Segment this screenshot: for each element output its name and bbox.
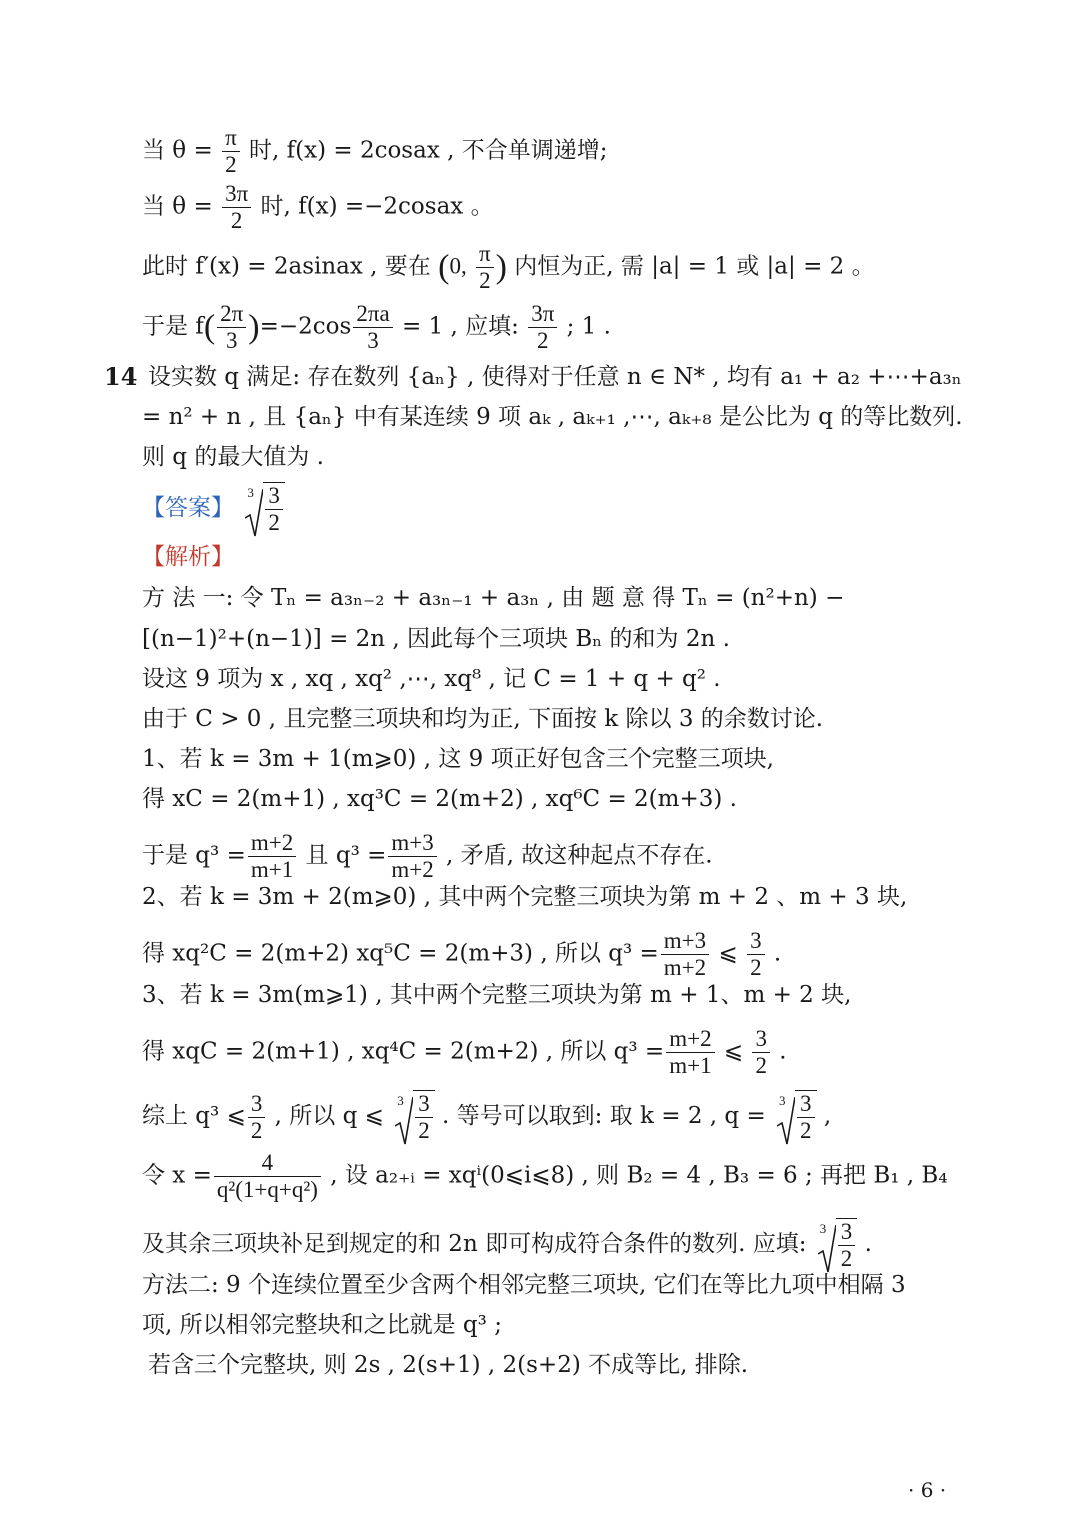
- cube-root: 3 $\frac{3}{2}$: [241, 482, 285, 536]
- solution-line: 3、若 k = 3m(m⩾1) , 其中两个完整三项块为第 m + 1、m + 2 块,: [142, 982, 852, 1008]
- text: = 1 , 应填:: [394, 313, 527, 340]
- text: ; 1 .: [559, 313, 611, 340]
- fraction: $\frac{3\pi}{2}$: [222, 181, 251, 234]
- paren-left: (: [203, 308, 216, 346]
- paren-left: (: [438, 248, 450, 286]
- text: 内恒为正, 需 |a| = 1 或 |a| = 2 。: [514, 253, 875, 280]
- solution-line: [(n−1)²+(n−1)] = 2n , 因此每个三项块 Bₙ 的和为 2n .: [142, 626, 730, 652]
- solution-line: 综上 q³ ⩽ $\frac{3}{2}$ , 所以 q ⩽ 3 $\frac{3}{2}$ . 等号可以取到: 取 k = 2 , q = 3 $\frac{3}{2}$ ,: [142, 1090, 832, 1143]
- text: 此时 f′(x) = 2asinax , 要在: [142, 253, 439, 280]
- question-line: = n² + n , 且 {aₙ} 中有某连续 9 项 aₖ , aₖ₊₁ ,⋯, aₖ₊₈ 是公比为 q 的等比数列.: [142, 404, 963, 430]
- question-line: 则 q 的最大值为 .: [142, 444, 324, 470]
- analysis-label: 【解析】: [142, 544, 234, 570]
- text: 时, f(x) = 2cosax , 不合单调递增;: [249, 137, 608, 164]
- paren-right: ): [248, 308, 260, 346]
- solution-line: 方 法 一: 令 Tₙ = a₃ₙ₋₂ + a₃ₙ₋₁ + a₃ₙ , 由 题 意 得 Tₙ = (n²+n) −: [142, 585, 845, 611]
- solution-line: [142, 301, 611, 354]
- text: =−2cos: [259, 313, 352, 340]
- question-line: 设实数 q 满足: 存在数列 {aₙ} , 使得对于任意 n ∈ N* , 均有 a₁ + a₂ +⋯+a₃ₙ: [148, 364, 962, 390]
- answer-label: 【答案】: [142, 495, 234, 521]
- text: 时, f(x) =−2cosax 。: [260, 193, 494, 220]
- fraction: $\frac{3\pi}{2}$: [528, 301, 557, 354]
- paren-right: ): [495, 248, 507, 286]
- solution-line: 设这 9 项为 x , xq , xq² ,⋯, xq⁸ , 记 C = 1 + q + q² .: [142, 666, 721, 692]
- solution-line: 1、若 k = 3m + 1(m⩾0) , 这 9 项正好包含三个完整三项块,: [142, 746, 774, 772]
- solution-line: 得 xq²C = 2(m+2) xq⁵C = 2(m+3) , 所以 q³ = $\frac{m+3}{m+2}$ ⩽ $\frac{3}{2}$ .: [142, 928, 782, 980]
- solution-line: 项, 所以相邻完整块和之比就是 q³ ;: [142, 1312, 502, 1338]
- cube-root: 3 $\frac{3}{2}$: [391, 1090, 435, 1144]
- solution-line: 得 xC = 2(m+1) , xq³C = 2(m+2) , xq⁶C = 2(m+3) .: [142, 786, 737, 812]
- question-number: 14: [104, 362, 138, 391]
- fraction: $\frac{2\pi}{3}$: [217, 301, 246, 354]
- solution-line: 2、若 k = 3m + 2(m⩾0) , 其中两个完整三项块为第 m + 2 、m + 3 块,: [142, 884, 908, 910]
- fraction: $\frac{\pi}{2}$: [476, 241, 494, 294]
- answer-line: [142, 482, 285, 536]
- solution-line: 若含三个完整块, 则 2s , 2(s+1) , 2(s+2) 不成等比, 排除.: [148, 1352, 749, 1378]
- text: 当 θ =: [142, 137, 213, 164]
- solution-line: [142, 125, 607, 178]
- fraction: $\frac{\pi}{2}$: [222, 125, 240, 178]
- cube-root: 3 $\frac{3}{2}$: [814, 1218, 858, 1272]
- solution-line: [142, 181, 494, 234]
- page-number: · 6 ·: [908, 1478, 947, 1502]
- solution-line: 方法二: 9 个连续位置至少含两个相邻完整三项块, 它们在等比九项中相隔 3: [142, 1272, 906, 1298]
- interval-left: 0,: [449, 253, 467, 279]
- solution-line: 于是 q³ = $\frac{m+2}{m+1}$ 且 q³ = $\frac{m+3}{m+2}$ , 矛盾, 故这种起点不存在.: [142, 830, 713, 882]
- solution-line: 由于 C > 0 , 且完整三项块和均为正, 下面按 k 除以 3 的余数讨论.: [142, 706, 824, 732]
- fraction: $\frac{2\pi a}{3}$: [353, 301, 392, 354]
- cube-root: 3 $\frac{3}{2}$: [773, 1090, 817, 1144]
- text: 于是 f: [142, 313, 204, 340]
- solution-line: 得 xqC = 2(m+1) , xq⁴C = 2(m+2) , 所以 q³ = $\frac{m+2}{m+1}$ ⩽ $\frac{3}{2}$ .: [142, 1026, 787, 1078]
- solution-line: 令 x = $\frac{4}{\text{q²(1+q+q²)}}$ , 设 a₂₊ᵢ = xqⁱ(0⩽i⩽8) , 则 B₂ = 4 , B₃ = 6 ; 再把 B₁ , B₄: [142, 1150, 948, 1202]
- solution-line: [142, 241, 875, 294]
- text: 当 θ =: [142, 193, 213, 220]
- solution-line: 及其余三项块补足到规定的和 2n 即可构成符合条件的数列. 应填: 3 $\frac{3}{2}$ .: [142, 1219, 872, 1271]
